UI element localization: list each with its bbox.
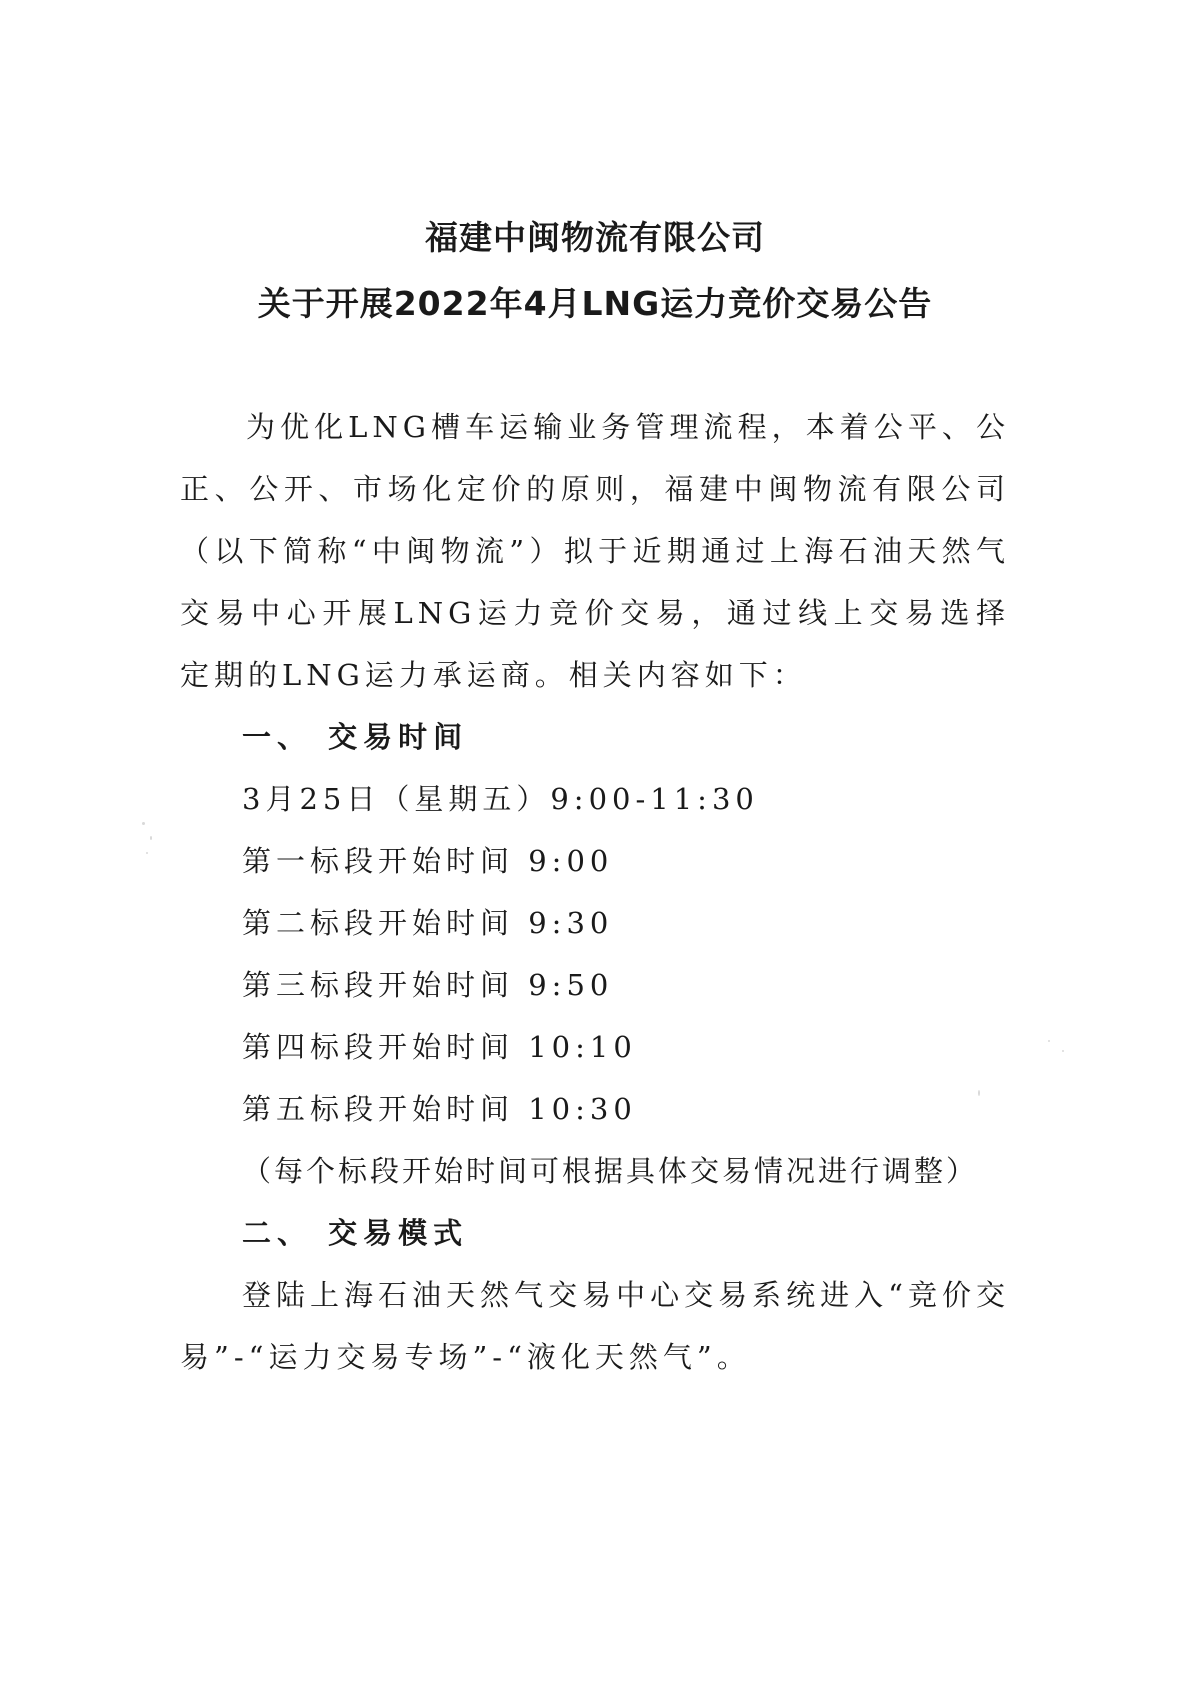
- segment-4-time: 第四标段开始时间 10:10: [242, 1030, 637, 1064]
- section-heading-trading-mode: 二、 交易模式: [242, 1216, 469, 1250]
- title-company: 福建中闽物流有限公司: [425, 218, 765, 257]
- scan-speck: [1062, 1050, 1064, 1052]
- scan-speck: [142, 822, 145, 825]
- trading-date-line: 3月25日（星期五）9:00-11:30: [242, 782, 759, 816]
- intro-paragraph: 为优化LNG槽车运输业务管理流程，本着公平、公正、公开、市场化定价的原则，福建中闽物流有限公司（以下简称“中闽物流”）拟于近期通过上海石油天然气交易中心开展LNG运力竞价交易，通过线上交易选择定期的LNG运力承运商。相关内容如下：: [180, 410, 1010, 692]
- section-heading-trading-time: 一、 交易时间: [242, 720, 469, 754]
- segment-adjustment-note: （每个标段开始时间可根据具体交易情况进行调整）: [242, 1154, 979, 1188]
- segment-5-time: 第五标段开始时间 10:30: [242, 1092, 637, 1126]
- scan-speck: [1048, 1040, 1050, 1042]
- scan-speck: [146, 852, 148, 854]
- title-announcement: 关于开展2022年4月LNG运力竞价交易公告: [257, 284, 933, 323]
- document-body: [180, 396, 1010, 1388]
- segment-2-time: 第二标段开始时间 9:30: [242, 906, 614, 940]
- scan-speck: [978, 1090, 980, 1096]
- segment-1-time: 第一标段开始时间 9:00: [242, 844, 614, 878]
- segment-3-time: 第三标段开始时间 9:50: [242, 968, 614, 1002]
- document-title: [0, 205, 1190, 337]
- trading-mode-paragraph: 登陆上海石油天然气交易中心交易系统进入“竞价交易”-“运力交易专场”-“液化天然气”。: [180, 1278, 1010, 1374]
- scan-speck: [150, 836, 152, 840]
